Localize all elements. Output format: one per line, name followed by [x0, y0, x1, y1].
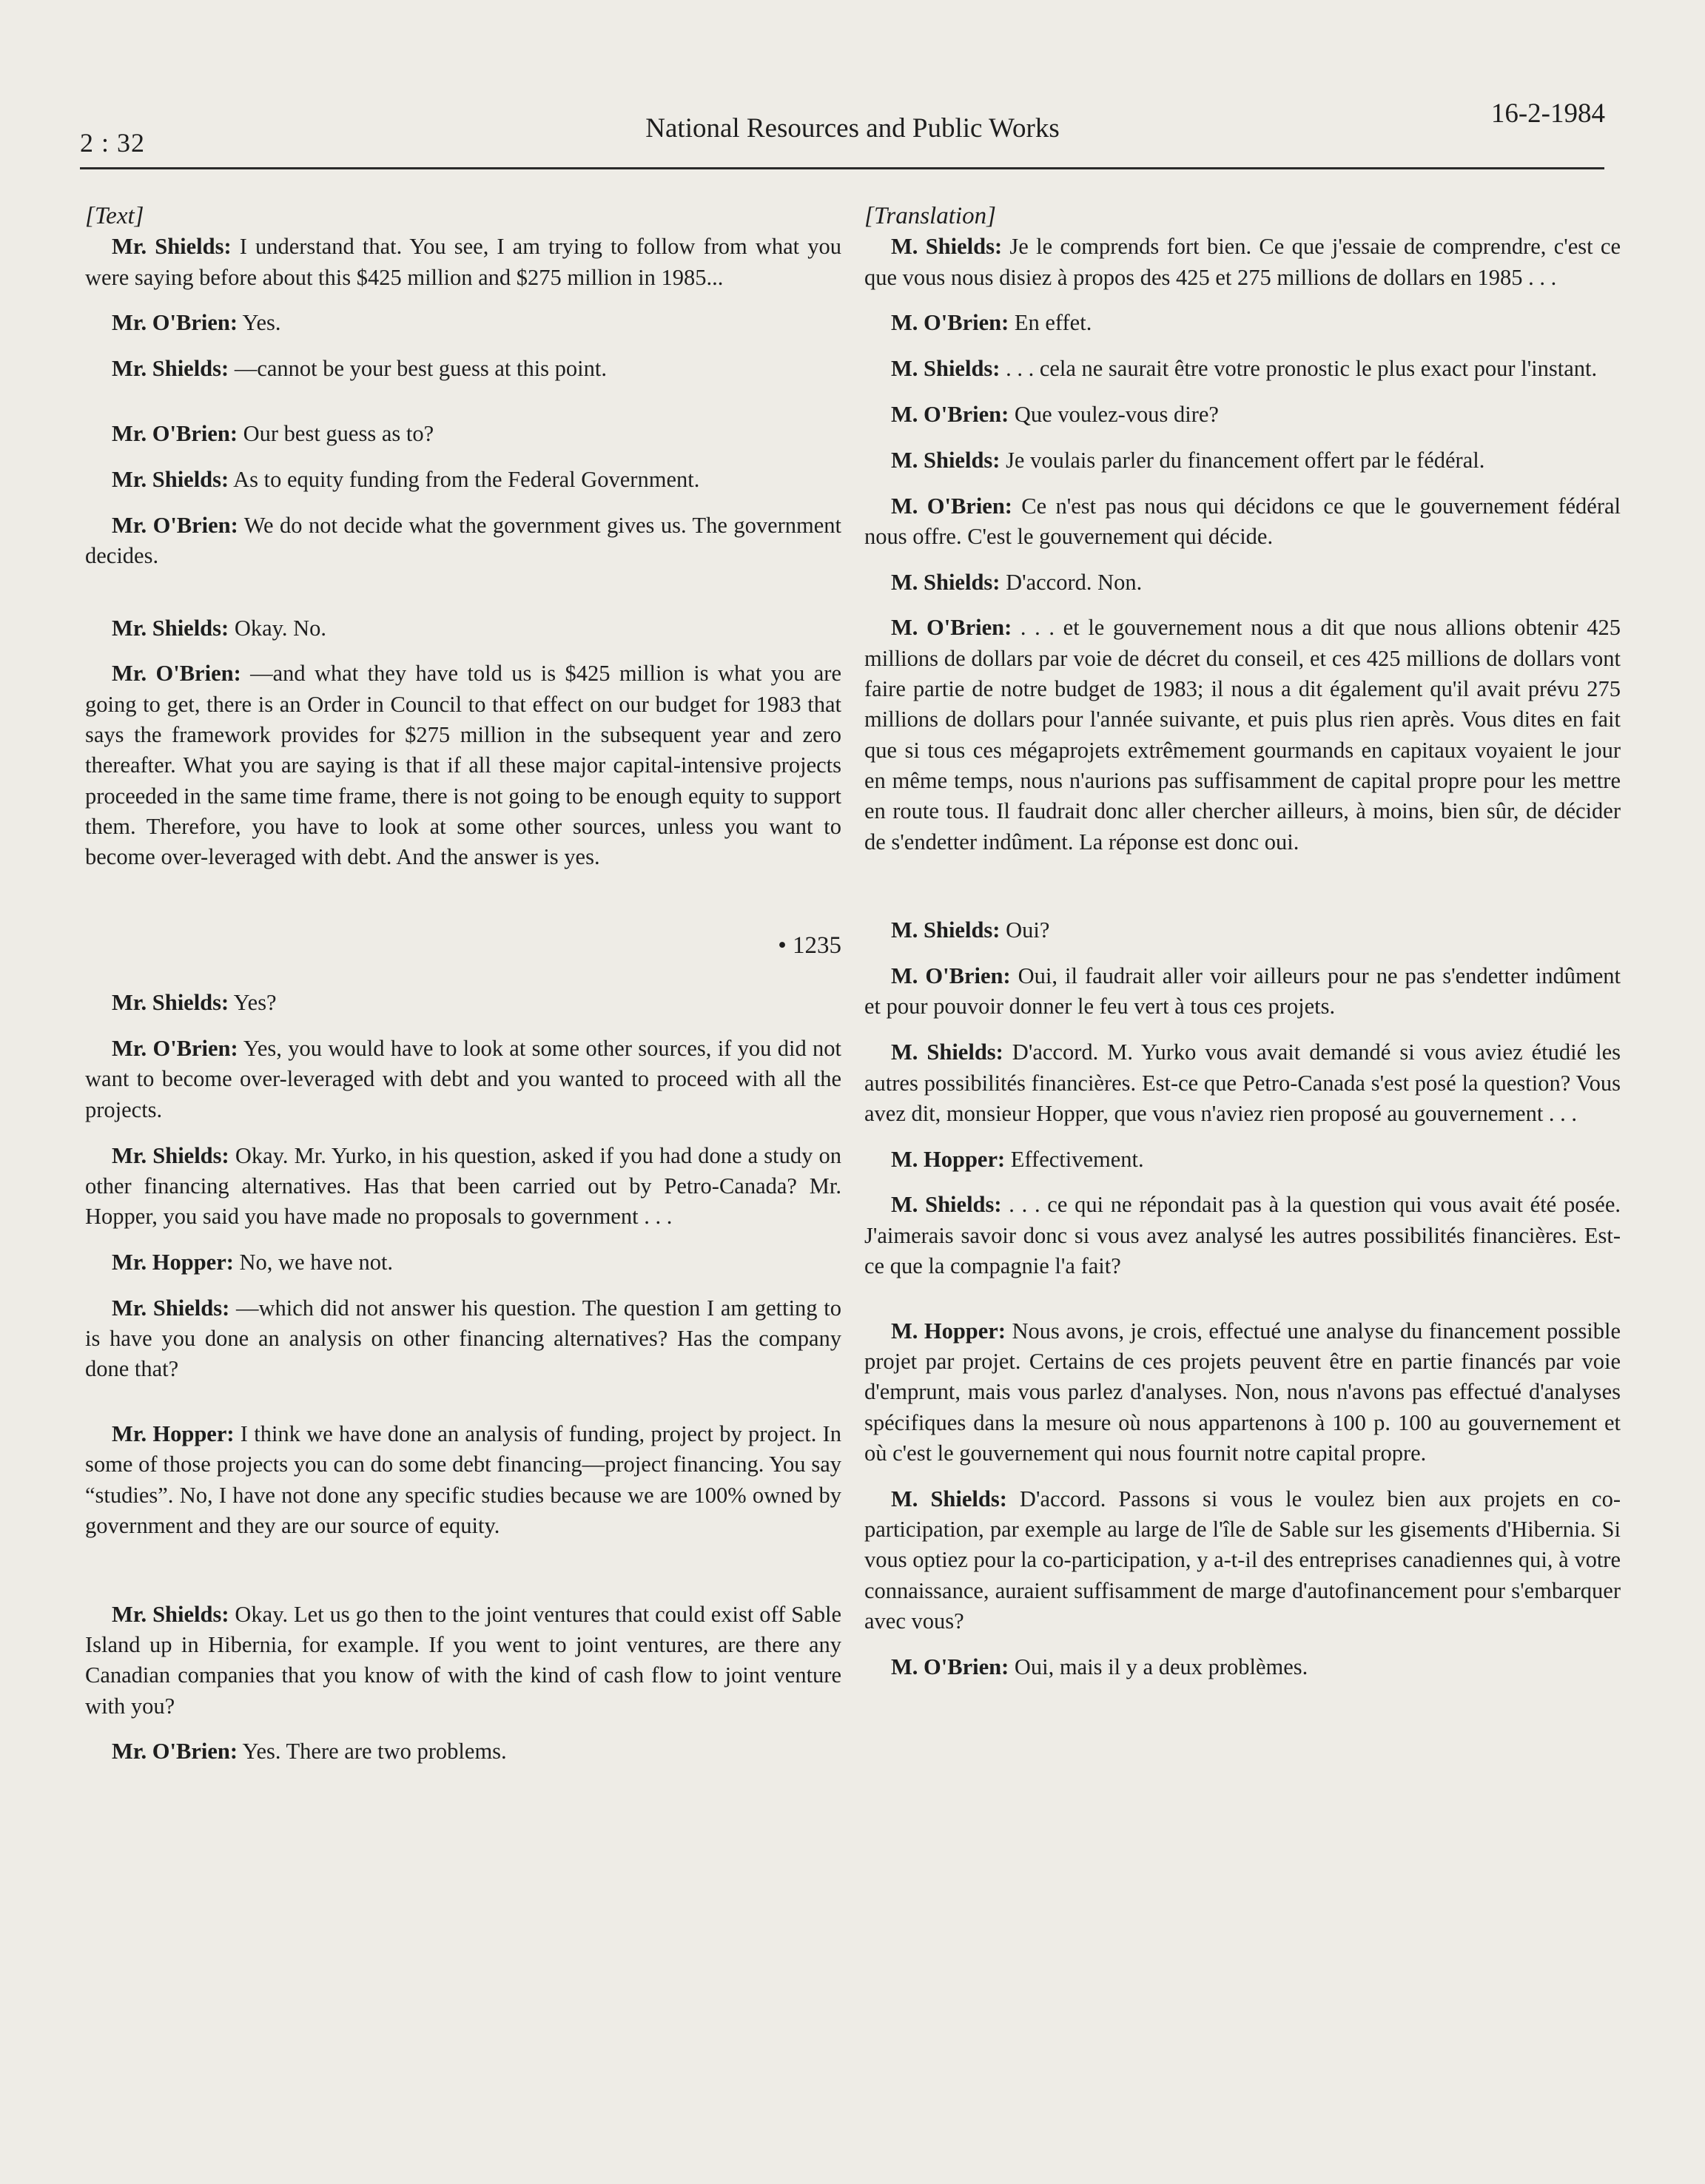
spacer [85, 400, 841, 419]
speaker: Mr. Shields: [112, 1142, 229, 1168]
speech: No, we have not. [233, 1249, 394, 1275]
paragraph [85, 1600, 841, 1722]
speaker: M. Shields: [891, 1039, 1003, 1065]
speaker: M. O'Brien: [891, 310, 1009, 336]
translation-label: [Translation] [864, 203, 996, 229]
speech: —which did not answer his question. The question I am getting to is have you done an analysis on other financing alternatives? Has the company done that? [85, 1295, 841, 1382]
paragraph [85, 232, 841, 293]
paragraph [864, 1652, 1621, 1682]
paragraph [864, 1316, 1621, 1469]
speech: As to equity funding from the Federal Government. [229, 466, 700, 492]
paragraph [864, 491, 1621, 553]
paragraph [864, 1484, 1621, 1637]
speaker: Mr. Shields: [112, 234, 232, 260]
spacer [85, 1557, 841, 1600]
speaker: Mr. O'Brien: [112, 512, 238, 538]
paragraph [864, 613, 1621, 857]
speech: Je voulais parler du financement offert par le fédéral. [1000, 447, 1485, 473]
speech: Oui? [1000, 917, 1050, 943]
paragraph [85, 988, 841, 1018]
speaker: Mr. O'Brien: [112, 420, 238, 446]
speech: Okay. Let us go then to the joint ventures that could exist off Sable Island up in Hibernia, for example. If you went to joint ventures, are there any Canadian companies that you know of with the kind of cash flow to joint venture with you? [85, 1601, 841, 1719]
text-label: [Text] [85, 203, 144, 229]
speaker: Mr. Shields: [112, 990, 229, 1016]
paragraph [85, 613, 841, 644]
speech: D'accord. Passons si vous le voulez bien aux projets en co-participation, par exemple au large de l'île de Sable sur les gisements d'Hibernia. Si vous optiez pour la co-participation, y a-t-il des entreprises canadiennes qui, à votre connaissance, auraient suffisamment de marge d'autofinancement pour s'embarquer avec vous? [864, 1486, 1621, 1634]
speech: —cannot be your best guess at this point. [229, 356, 607, 382]
speaker: M. Shields: [891, 447, 1001, 473]
speech: Yes? [229, 990, 277, 1016]
speech: I think we have done an analysis of funding, project by project. In some of those projects you can do some debt financing—project financing. You say “studies”. No, I have not done any specific studies because we are 100% owned by government and they are our source of equity. [85, 1421, 842, 1538]
speech: Okay. No. [229, 615, 327, 641]
spacer [864, 872, 1621, 915]
time-marker: • 1235 [778, 932, 841, 960]
speaker: M. Shields: [891, 356, 1001, 382]
spacer [864, 1297, 1621, 1316]
speaker: Mr. O'Brien: [112, 310, 238, 336]
spacer [85, 1400, 841, 1419]
paragraph [85, 1419, 841, 1541]
speech: D'accord. M. Yurko vous avait demandé si vous aviez étudié les autres possibilités financières. Est-ce que Petro-Canada s'est posé la question? Vous avez dit, monsieur Hopper, que vous n'aviez rien proposé au gouvernement . . . [864, 1039, 1621, 1126]
paragraph [864, 354, 1621, 384]
speech: Yes, you would have to look at some other sources, if you did not want to become over-leveraged with debt and you wanted to proceed with all the projects. [85, 1036, 841, 1122]
speaker: M. Shields: [891, 1192, 1002, 1218]
header-rule [80, 167, 1604, 169]
paragraph [864, 567, 1621, 598]
paragraph [85, 465, 841, 495]
french-column [864, 201, 1621, 1698]
speech: Ce n'est pas nous qui décidons ce que le gouvernement fédéral nous offre. C'est le gouvernement qui décide. [864, 493, 1621, 549]
speech: . . . ce qui ne répondait pas à la question qui vous avait été posée. J'aimerais savoir donc si vous avez analysé les autres possibilités financières. Est-ce que la compagnie l'a fait? [864, 1192, 1621, 1279]
paragraph [864, 1145, 1621, 1175]
speech: Yes. [237, 310, 281, 336]
speaker: M. Shields: [891, 569, 1001, 595]
speaker: M. O'Brien: [891, 1654, 1009, 1679]
speaker: M. Hopper: [891, 1146, 1006, 1172]
speaker: Mr. Shields: [112, 466, 229, 492]
speech: Our best guess as to? [237, 420, 434, 446]
paragraph [864, 445, 1621, 476]
speaker: Mr. O'Brien: [112, 1036, 238, 1062]
spacer [85, 587, 841, 613]
paragraph [864, 400, 1621, 430]
paragraph [864, 915, 1621, 946]
paragraph [85, 1293, 841, 1385]
speech: Oui, il faudrait aller voir ailleurs pour ne pas s'endetter indûment et pour pouvoir donner le feu vert à tous ces projets. [864, 963, 1621, 1019]
speech: Nous avons, je crois, effectué une analyse du financement possible projet par projet. Certains de ces projets peuvent être en partie financés par voie d'emprunt, mais vous parlez d'analyses. Non, nous n'avons pas effectué d'analyses spécifiques dans la mesure où nous appartenons à 100 p. 100 au gouvernement et où c'est le gouvernement qui nous fournit notre capital propre. [864, 1318, 1621, 1466]
speaker: Mr. Hopper: [112, 1249, 234, 1275]
speaker: Mr. Shields: [112, 1601, 229, 1627]
spacer [85, 888, 841, 931]
speaker: Mr. Shields: [112, 1295, 230, 1321]
speech: . . . cela ne saurait être votre pronostic le plus exact pour l'instant. [1000, 356, 1598, 382]
speech: Je le comprends fort bien. Ce que j'essaie de comprendre, c'est ce que vous nous disiez à propos des 425 et 275 millions de dollars en 1985 . . . [864, 234, 1621, 290]
speaker: M. Shields: [891, 917, 1001, 943]
speaker: Mr. O'Brien: [112, 661, 241, 687]
running-title: National Resources and Public Works [645, 113, 1060, 144]
paragraph [864, 308, 1621, 338]
speaker: M. Shields: [891, 234, 1003, 260]
speech: Oui, mais il y a deux problèmes. [1009, 1654, 1308, 1679]
speech: Que voulez-vous dire? [1009, 401, 1219, 427]
header-date: 16-2-1984 [1490, 98, 1605, 129]
paragraph [85, 1736, 841, 1767]
speech: . . . et le gouvernement nous a dit que nous allions obtenir 425 millions de dollars par voie de décret du conseil, et ces 425 millions de dollars vont faire partie de notre budget de 1983; il nous a dit également qu'il avait prévu 275 millions de dollars pour l'année suivante, et puis plus rien après. Vous dites en fait que si tous ces mégaprojets extrêmement gourmands en capitaux voyaient le jour en même temps, nous n'aurions pas suffisamment de capital propre pour les mettre en route tous. Il faudrait donc aller chercher ailleurs, à moins, bien sûr, de décider de s'endetter indûment. La réponse est donc oui. [864, 615, 1621, 855]
speaker: M. Hopper: [891, 1318, 1006, 1344]
speaker: M. O'Brien: [891, 401, 1009, 427]
speaker: M. O'Brien: [891, 615, 1012, 641]
speech: We do not decide what the government gives us. The government decides. [85, 512, 842, 568]
paragraph [864, 961, 1621, 1022]
paragraph [864, 1190, 1621, 1281]
speech: —and what they have told us is $425 million is what you are going to get, there is an Order in Council to that effect on our budget for 1983 that says the framework provides for $275 million in the subsequent year and zero thereafter. What you are saying is that if all these major capital-intensive projects proceeded in the same time frame, there is not going to be enough equity to support them. Therefore, you have to look at some other sources, unless you want to become over-leveraged with debt. And the answer is yes. [85, 661, 842, 870]
english-column [85, 201, 841, 1782]
speech: I understand that. You see, I am trying to follow from what you were saying before about this $425 million and $275 million in 1985... [85, 234, 841, 290]
speaker: Mr. Shields: [112, 356, 229, 382]
paragraph [864, 232, 1621, 293]
spacer [85, 961, 841, 988]
paragraph [85, 419, 841, 449]
page-number: 2 : 32 [80, 128, 146, 158]
speech: Yes. There are two problems. [237, 1739, 507, 1765]
speaker: Mr. Shields: [112, 615, 229, 641]
paragraph [85, 1034, 841, 1125]
speaker: M. O'Brien: [891, 963, 1011, 989]
speaker: M. O'Brien: [891, 493, 1012, 519]
speech: D'accord. Non. [1000, 569, 1143, 595]
paragraph [85, 308, 841, 338]
speech: En effet. [1009, 310, 1092, 336]
paragraph [85, 658, 841, 872]
paragraph [85, 510, 841, 572]
paragraph [85, 1141, 841, 1233]
speech: Okay. Mr. Yurko, in his question, asked if you had done a study on other financing alternatives. Has that been carried out by Petro-Canada? Mr. Hopper, you said you have made no proposals to government . . . [85, 1142, 841, 1230]
paragraph [85, 354, 841, 384]
speech: Effectivement. [1005, 1146, 1144, 1172]
paragraph [85, 1247, 841, 1278]
speaker: Mr. Hopper: [112, 1421, 235, 1447]
speaker: M. Shields: [891, 1486, 1007, 1511]
paragraph [864, 1037, 1621, 1129]
speaker: Mr. O'Brien: [112, 1739, 238, 1765]
